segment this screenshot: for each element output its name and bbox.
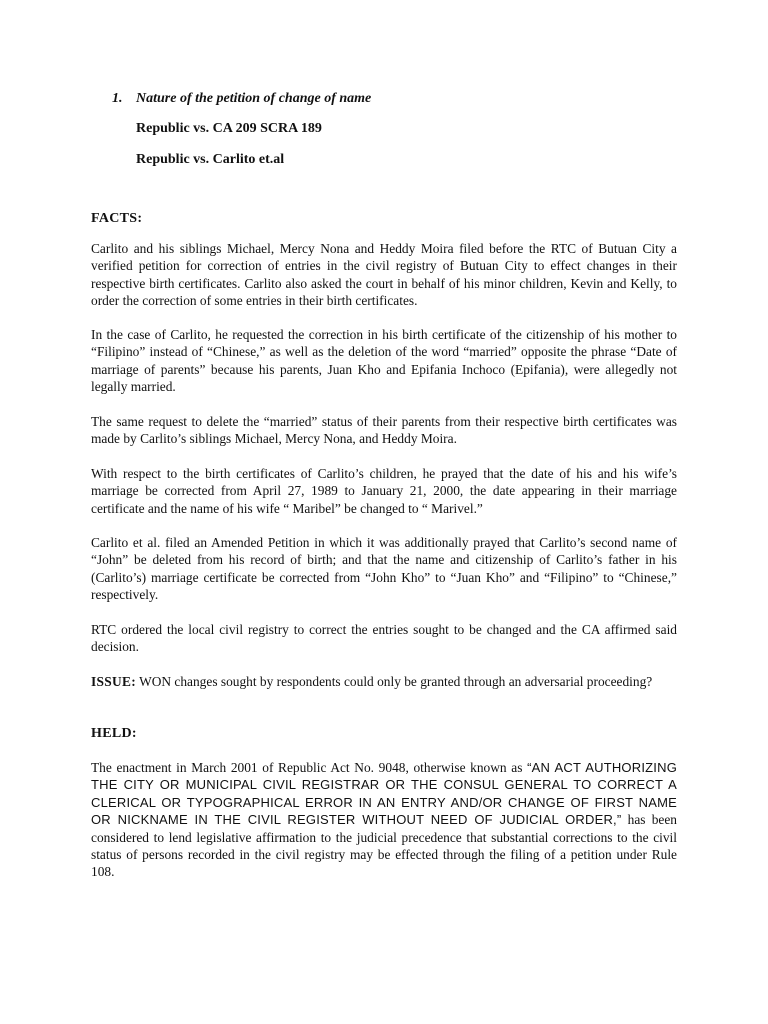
- facts-paragraph-3: The same request to delete the “married” status of their parents from their respective birth certificates was made by Carlito’s siblings Michael, Mercy Nona, and Heddy Moira.: [91, 414, 677, 447]
- facts-paragraph-4: With respect to the birth certificates of Carlito’s children, he prayed that the date of his and his wife’s marriage be corrected from April 27, 1989 to January 21, 2000, the date appearing in their marriage certificate and the name of his wife “ Maribel” be changed to “ Marivel.”: [91, 466, 677, 516]
- held-paragraph: [91, 759, 677, 881]
- facts-paragraph-5: Carlito et al. filed an Amended Petition in which it was additionally prayed that Carlito’s second name of “John” be deleted from his record of birth; and that the name and citizenship of Carlito’s father in his (Carlito’s) marriage certificate be corrected from “John Kho” to “Juan Kho” and “Filipino” to “Chinese,” respectively.: [91, 535, 677, 603]
- heading-number: 1.: [112, 91, 123, 106]
- issue-text: WON changes sought by respondents could only be granted through an adversarial proceeding?: [135, 674, 653, 689]
- case-citation-2: Republic vs. Carlito et.al: [136, 152, 285, 167]
- act-title: “AN ACT AUTHORIZING THE CITY OR MUNICIPAL CIVIL REGISTRAR OR THE CONSUL GENERAL TO CORRECT A CLERICAL OR TYPOGRAPHICAL ERROR IN AN ENTRY AND/OR CHANGE OF FIRST NAME OR NICKNAME IN THE CIVIL REGISTER WITHOUT NEED OF JUDICIAL ORDER,”: [91, 760, 678, 828]
- heading-title: Nature of the petition of change of name: [136, 91, 372, 106]
- held-intro: The enactment in March 2001 of Republic Act No. 9048, otherwise known as: [91, 760, 528, 775]
- case-citation-1: Republic vs. CA 209 SCRA 189: [136, 121, 322, 136]
- facts-paragraph-6: RTC ordered the local civil registry to correct the entries sought to be changed and the CA affirmed said decision.: [91, 622, 677, 655]
- issue-paragraph: [91, 673, 677, 690]
- held-label: HELD:: [91, 726, 137, 741]
- held-rest: has been considered to lend legislative affirmation to the judicial precedence that substantial corrections to the civil status of persons recorded in the civil registry may be effected through the filing of a petition under Rule 108.: [91, 812, 677, 880]
- facts-paragraph-1: Carlito and his siblings Michael, Mercy Nona and Heddy Moira filed before the RTC of Butuan City a verified petition for correction of entries in the civil registry of Butuan City to effect changes in their respective birth certificates. Carlito also asked the court in behalf of his minor children, Kevin and Kelly, to order the correction of some entries in their birth certificates.: [91, 241, 677, 309]
- issue-label: ISSUE:: [91, 674, 136, 689]
- numbered-heading: [112, 91, 371, 107]
- facts-paragraph-2: In the case of Carlito, he requested the correction in his birth certificate of the citizenship of his mother to “Filipino” instead of “Chinese,” as well as the deletion of the word “married” opposite the phrase “Date of marriage of parents” because his parents, Juan Kho and Epifania Inchoco (Epifania), were allegedly not legally married.: [91, 327, 677, 395]
- facts-label: FACTS:: [91, 211, 143, 226]
